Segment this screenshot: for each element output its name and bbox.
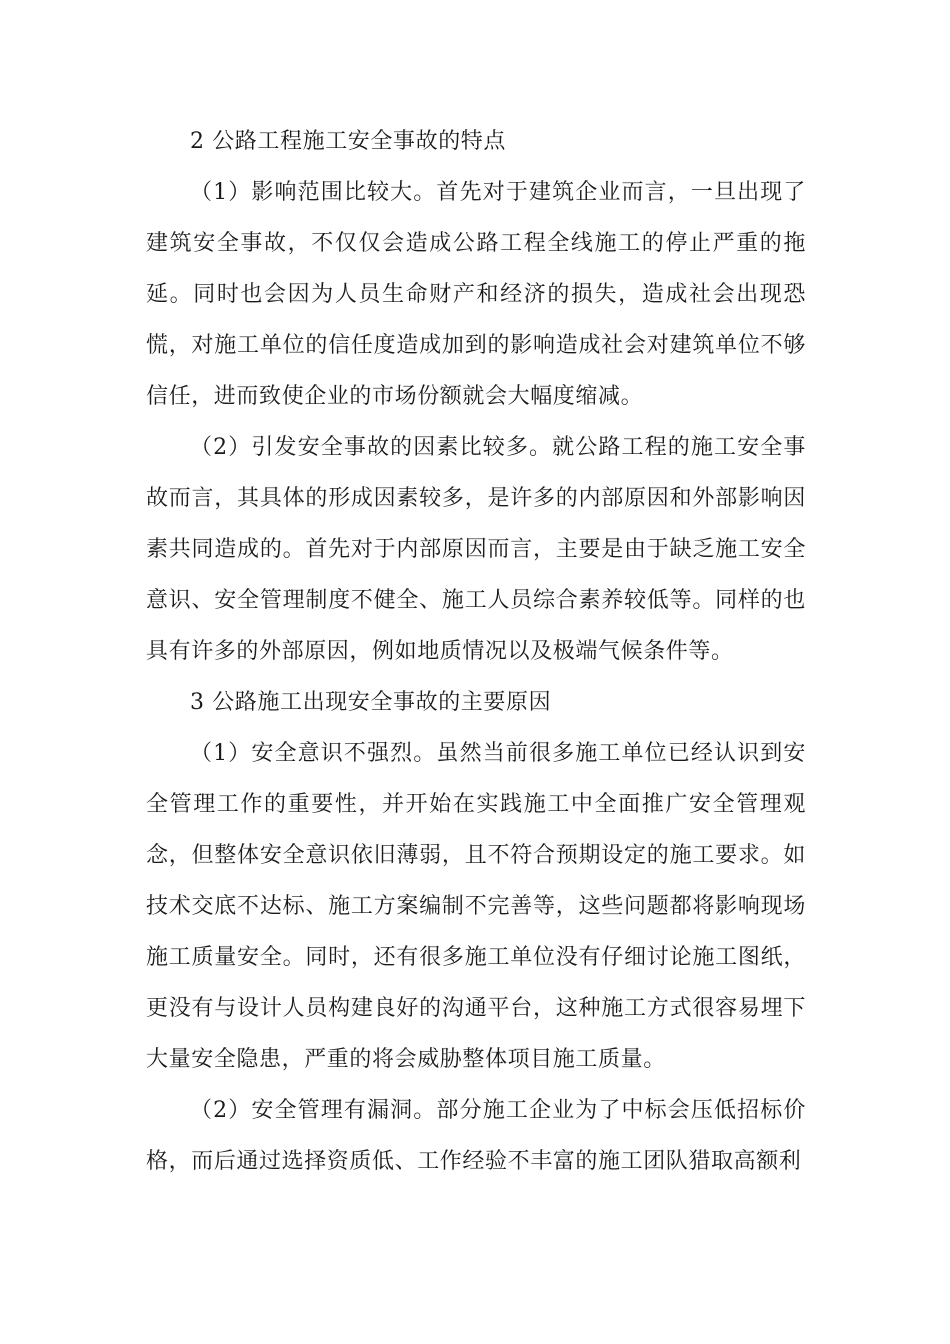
- section-heading-2: 2 公路工程施工安全事故的特点: [190, 129, 506, 154]
- paragraph-3-2: （2）安全管理有漏洞。部分施工企业为了中标会压低招标价格，而后通过选择资质低、工作经验不丰富的施工团队猎取高额利: [146, 1098, 806, 1174]
- document-body: [146, 116, 806, 1187]
- paragraph-2-1: （1）影响范围比较大。首先对于建筑企业而言，一旦出现了建筑安全事故，不仅仅会造成公路工程全线施工的停止严重的拖延。同时也会因为人员生命财产和经济的损失，造成社会出现恐慌，对施工单位的信任度造成加到的影响造成社会对建筑单位不够信任，进而致使企业的市场份额就会大幅度缩减。: [146, 180, 806, 409]
- paragraph-2-2: （2）引发安全事故的因素比较多。就公路工程的施工安全事故而言，其具体的形成因素较多，是许多的内部原因和外部影响因素共同造成的。首先对于内部原因而言，主要是由于缺乏施工安全意识、安全管理制度不健全、施工人员综合素养较低等。同样的也具有许多的外部原因，例如地质情况以及极端气候条件等。: [146, 435, 806, 664]
- section-heading-3: 3 公路施工出现安全事故的主要原因: [190, 690, 552, 715]
- paragraph-3-1: （1）安全意识不强烈。虽然当前很多施工单位已经认识到安全管理工作的重要性，并开始在实践施工中全面推广安全管理观念，但整体安全意识依旧薄弱，且不符合预期设定的施工要求。如技术交底不达标、施工方案编制不完善等，这些问题都将影响现场施工质量安全。同时，还有很多施工单位没有仔细讨论施工图纸，更没有与设计人员构建良好的沟通平台，这种施工方式很容易埋下大量安全隐患，严重的将会威胁整体项目施工质量。: [146, 741, 806, 1072]
